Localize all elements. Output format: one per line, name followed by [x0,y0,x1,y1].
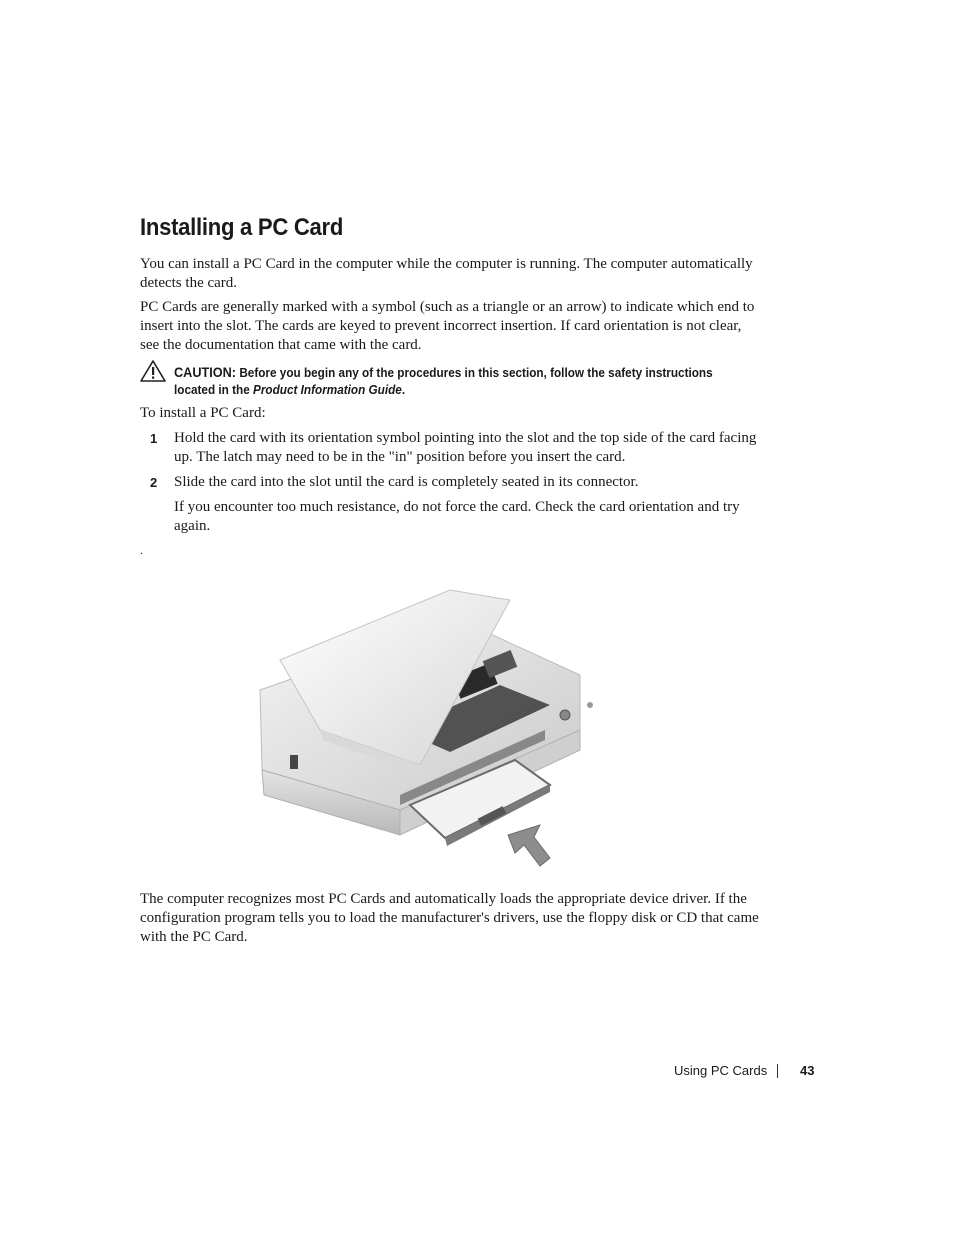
step-number-1: 1 [150,431,158,446]
closing-paragraph: The computer recognizes most PC Cards and automatically loads the appropriate device driver. If the configuration program tells you to load the manufacturer's drivers, use the floppy disk or CD that came with the PC Card. [140,891,759,945]
pc-card-insertion-illustration [250,580,610,880]
step-number-2: 2 [150,475,158,490]
intro-paragraph-1: You can install a PC Card in the computer while the computer is running. The computer automatically detects the card. [140,256,753,291]
step-2-note: If you encounter too much resistance, do not force the card. Check the card orientation and try again. [174,499,740,534]
caution-guide-title: Product Information Guide [253,383,402,397]
caution-text [174,364,719,399]
stray-mark: . [140,543,143,557]
caution-body: Before you begin any of the procedures in this section, follow the safety instructions located in the [174,366,713,397]
page-number: 43 [800,1063,815,1078]
step-text-1: Hold the card with its orientation symbol pointing into the slot and the top side of the card facing up. The latch may need to be in the "in" position before you insert the card. [174,430,757,465]
caution-end: . [401,383,406,397]
footer-separator [777,1064,778,1078]
footer-section-name: Using PC Cards [674,1063,768,1078]
warning-triangle-icon [140,360,166,382]
intro-paragraph-2: PC Cards are generally marked with a symbol (such as a triangle or an arrow) to indicate which end to insert into the slot. The cards are keyed to prevent incorrect insertion. If card orientation is not clear, see the documentation that came with the card. [140,299,755,353]
caution-label: CAUTION: [174,365,237,380]
page-title: Installing a PC Card [140,214,344,241]
step-text-2: Slide the card into the slot until the card is completely seated in its connector. [174,474,639,490]
lead-in-text: To install a PC Card: [140,405,266,421]
